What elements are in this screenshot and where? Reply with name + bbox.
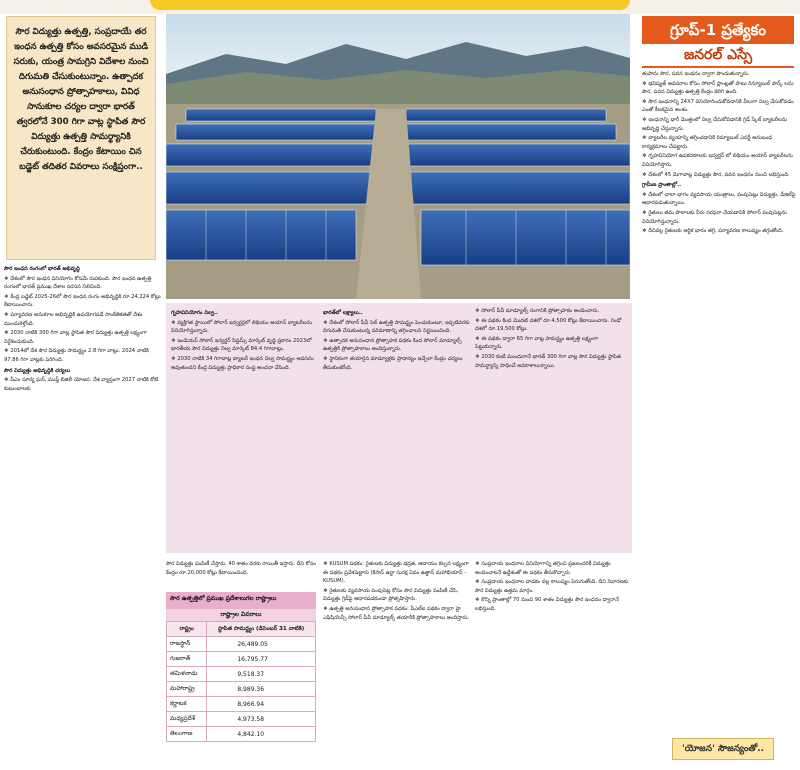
table-header-capacity: స్థాపిత సామర్థ్యం (డిసెంబర్ 31 నాటికి) [207,622,316,637]
left-tail: ❖ పీఎం సూర్య ఘర్, ముఫ్త్ బిజిలీ యోజన: దేశ వ్యాప్తంగా 2027 నాటికి కోటి కుటుంబాలకు [4,376,162,393]
state-cell: తమిళనాడు [167,667,207,682]
pink-paragraph: ❖ దేశంలో సోలార్ పీవీ సెల్ ఉత్పత్తి సామర్థ్యం పెంచుకుంటూ, ఇప్పటివరకు దిగుమతి చేసుకుంటున్న పరిమాణాన్ని తగ్గించాలని నిర్ణయించింది. [323,319,471,336]
bottom-paragraph: ❖ సంప్రదాయ ఇంధనాల వినియోగాన్ని తగ్గించి ప్రజలందరికీ విద్యుత్తు అందించాలనే ఉద్దేశంతో ఈ పథకం తీసుకొచ్చారు. [475,560,631,577]
left-paragraph: ❖ 2014లో దేశ సౌర విద్యుత్తు సామర్థ్యం 2.8 గిగా వాట్లు. 2024 నాటికి 97.86 గిగా వాట్లకు పెరిగింది. [4,347,162,364]
capacity-cell: 8,966.94 [207,697,316,712]
group-title: గ్రూప్-1 ప్రత్యేకం [642,16,794,44]
table-row [167,652,316,667]
left-paragraph: ❖ కేంద్ర బడ్జెట్ 2025-26లో సౌర ఇంధన రంగం అభివృద్ధికి రూ.24,224 కోట్లు కేటాయించారు. [4,293,162,310]
table-row [167,697,316,712]
right-rural-paragraph: ❖ దేశంలో చాలా భాగం వ్యవసాయ యంత్రాలు, పంపుసెట్లు విద్యుత్తు, డీజిల్‌పై ఆధారపడుతున్నాయి. [642,191,796,208]
capacity-cell: 9,518.37 [207,667,316,682]
intro-text: సౌర విద్యుత్తు ఉత్పత్తి, సంప్రదాయే తర ఇంధన ఉత్పత్తి కోసం అవసరమైన ముడి సరుకు, యంత్ర సామగ్రిని విదేశాల నుంచి దిగుమతి చేసుకుంటున్నాం. ఉత్పాదక అనుసంధాన ప్రోత్సాహకాలు, వివిధ సానుకూల చర్యల ద్వారా భారత్ త్వరలోనే 300 గిగా వాట్ల స్థాపిత సౌర విద్యుత్తు ఉత్పత్తి సామర్థ్యానికి చేరుకుంటుంది. కేంద్రం కేటాయిం చిన బడ్జెట్ తదితర వివరాలు సంక్షిప్తంగా.. [13,27,149,172]
bottom-paragraph: ❖ కొన్ని ప్రాంతాల్లో 70 నుంచి 90 శాతం విద్యుత్తు సౌర ఇంధనం ద్వారానే లభిస్తుంది. [475,596,631,613]
state-cell: కర్ణాటక [167,697,207,712]
right-paragraph: ❖ దేశంలో 45 మెగావాట్ల విద్యుత్తు సౌర, పవన ఇంధనం నుంచి లభిస్తుంది. [642,171,796,180]
left-heading: సౌర ఇంధన రంగంలో భారత్ అభివృద్ధి [4,266,80,272]
capacity-cell: 4,973.58 [207,712,316,727]
source-credit: 'యోజన' సౌజన్యంతో.. [672,738,774,760]
bottom-paragraph: ❖ సంప్రదాయ ఇంధనాల వాడకం వల్ల కాలుష్యం పెరుగుతోంది. దీని నివారణకు సౌర విద్యుత్తు ఉత్తమ మార్గం. [475,578,631,595]
bottom-paragraph: ❖ రైతులకు వ్యవసాయ పంపుసెట్ల కోసం సౌర విద్యుత్తు పంపిణీ చేసి, విద్యుత్తు గ్రిడ్‌పై ఆధారపడకుండా ప్రోత్సహిస్తారు. [323,587,471,604]
capacity-cell: 4,842.10 [207,727,316,742]
right-heading-rural: గ్రామీణ ప్రాంతాల్లో.. [642,182,682,189]
table-row [167,667,316,682]
table-title: సౌర ఉత్పత్తిలో ప్రముఖ ప్రదేశాలుగల రాష్ట్రాలు [166,592,316,609]
table-row [167,712,316,727]
top-banner-strip [0,0,800,14]
pink-paragraph: ❖ ఇండియన్ సోలార్ ఇన్వర్టర్ సిస్టమ్స్ మార్కెట్ వృద్ధి ప్రకారం 2023లో భారతీయ సౌర విద్యుత్తు నిల్వ మార్కెట్ 84.4 గిగావాట్లు. [171,337,319,354]
state-cell: రాజస్థాన్ [167,637,207,652]
pink-paragraph: ❖ స్థానికంగా తయారైన మాడ్యూళ్లకు ప్రాధాన్యం ఇచ్చేలా కేంద్రం చర్యలు తీసుకుంటోంది. [323,355,471,372]
left-column [4,263,162,768]
pink-paragraph: ❖ సోలార్ పీవీ మాడ్యూల్స్ రంగానికి ప్రోత్సాహకం అందించారు. [475,307,627,316]
pink-column-3 [475,307,627,549]
state-cell: తెలంగాణ [167,727,207,742]
pink-paragraph: ❖ 2030 కంటే ముందుగానే భారత్ 300 గిగా వాట్ల సౌర విద్యుత్తు స్థాపిత సామర్థ్యాన్ని సాధించే అవకాశాలున్నాయి. [475,353,627,370]
pink-column-2 [323,307,471,549]
table-row [167,682,316,697]
pink-paragraph: ❖ ఈ పథకం ద్వారా 65 గిగా వాట్ల సామర్థ్యం ఉత్పత్తి లక్ష్యంగా పెట్టుకున్నారు. [475,335,627,352]
capacity-cell: 16,795.77 [207,652,316,667]
right-paragraph: ❖ భవిష్యత్ అవసరాల కోసం సోలార్ ప్లాంట్లతో పాటు రిన్యూబుల్ పార్క్ లను సౌర, పవన విద్యుత్తు ఉత్పత్తి కేంద్రం కలిగి ఉంది. [642,80,796,97]
left-heading-2: సౌర విద్యుత్తు అభివృద్ధికి చర్యలు [4,367,70,374]
left-paragraph: ❖ 2030 నాటికి 300 గిగా వాట్ల స్థాపిత సౌర విద్యుత్తు ఉత్పత్తి లక్ష్యంగా నిర్దేశించుకుంది. [4,329,162,346]
state-cell: మధ్యప్రదేశ్ [167,712,207,727]
banner-ribbon [150,0,630,10]
bottom-column-2 [323,560,471,768]
right-paragraph: ❖ గృహవినియోగ ఉపకరణాలకు ఇన్వర్టర్ లో లిథియం అయాన్ బ్యాటరీలను వినియోగిస్తారు. [642,152,796,169]
pink-paragraph: ❖ ఉత్పాదక అనుసంధాన ప్రోత్సాహక పథకం కింద సోలార్ మాడ్యూల్స్ ఉత్పత్తికి ప్రోత్సాహకాలు అందిస్తున్నారు. [323,337,471,354]
bottom-column-3 [475,560,631,768]
table-row [167,727,316,742]
right-rural-paragraph: ❖ రైతులు తమ పొలాలకు నీరు సరఫరా చేయడానికి సోలార్ పంపుసెట్లను వినియోగిస్తున్నారు. [642,209,796,226]
left-paragraph: ❖ పర్యావరణ అనుకూల అభివృద్ధికి ఉపయోగపడే సాంకేతికతతో దేశం ముందుకెళ్తోంది. [4,311,162,328]
capacity-cell: 26,489.05 [207,637,316,652]
bottom-text: సౌర విద్యుత్తు పంపిణీ చేస్తారు. 40 శాతం వరకు రాయితీ ఇస్తారు. దీని కోసం కేంద్రం రూ.20,000 కోట్లు కేటాయించింది. [166,561,316,576]
capacity-cell: 8,989.36 [207,682,316,697]
pink-heading-2: భారత్‌లో లక్ష్యాలు.. [323,310,363,316]
group-subtitle: జనరల్ ఎస్సే [642,44,794,68]
state-cell: గుజరాత్ [167,652,207,667]
bottom-paragraph: ❖ ఉత్పత్తి అనుసంధాన ప్రోత్సాహక పథకం: పీఎల్ఐ పథకం ద్వారా హై ఎఫిషియెన్సీ సోలార్ పీవీ మాడ్యూల్స్ తయారీకి ప్రోత్సాహకాలు అందిస్తారు. [323,605,471,622]
table-row [167,637,316,652]
state-capacity-table [166,592,316,768]
right-paragraph: ❖ సౌర ఇంధనాన్ని 24X7 వినియోగించుకోవడానికి వీలుగా నిల్వ చేసుకోవడం ఎంతో కీలకమైన అంశం. [642,98,796,115]
left-paragraph: ❖ దేశంలో సౌర ఇంధన వినియోగం కోసమే రుపకుంది. సౌర ఇంధన ఉత్పత్తి రంగంలో భారత్ ప్రముఖ దేశాల సరసన నిలిచింది. [4,275,162,292]
state-cell: మహారాష్ట్ర [167,682,207,697]
pink-paragraph: ❖ వ్యక్తిగత స్థాయిలో సోలార్ ఇన్వర్టర్లలో లిథియం అయాన్ బ్యాటరీలను వినియోగిస్తున్నారు. [171,319,319,336]
pink-paragraph: ❖ ఈ పథకం కింద మొదటి దశలో రూ.4,500 కోట్లు కేటాయించారు. రెండో దశలో రూ.19,500 కోట్లు. [475,317,627,334]
solar-farm-illustration [166,14,630,299]
right-paragraph: ❖ బ్యాటరీల వ్యయాన్ని తగ్గించడానికి రిన్యూబుల్ ఎనర్జీ అనుబంధ కార్యక్రమాలు చేపట్టారు. [642,134,796,151]
table-header-state: రాష్ట్రం [167,622,207,637]
right-column [642,70,796,730]
right-paragraph: ❖ ఇంధనాన్ని భారీ మొత్తంలో నిల్వ చేసుకోవడానికి గ్రిడ్ స్కేల్ బ్యాటరీలను అభివృద్ధి చేస్తున్నారు. [642,116,796,133]
solar-panel-photo [166,14,630,299]
pink-paragraph: ❖ 2030 నాటికి 34 గిగావాట్ల బ్యాటరీ ఇంధన నిల్వ సామర్థ్యం అవసరం అవుతుందని కేంద్ర విద్యుత్తు ప్రాధికార సంస్థ అంచనా వేసింది. [171,355,319,372]
pink-column-1 [171,307,319,549]
right-rural-paragraph: ❖ దీనివల్ల రైతులకు ఆర్థిక భారం తగ్గి, పర్యావరణ కాలుష్యం తగ్గుతోంది. [642,227,796,236]
bottom-column-1 [166,560,316,590]
table-subtitle: రాష్ట్రాల వివరాలు [166,609,316,621]
right-intro: తుపాను సౌర, పవన ఇంధనం ద్వారా పొందుతున్నారు. [642,71,750,77]
pink-heading-1: గృహవినియోగం నిల్వ.. [171,310,219,316]
intro-box [6,16,156,260]
bottom-paragraph: ❖ KUSUM పథకం: రైతులకు విద్యుత్తు భద్రత, ఆదాయం కల్పన లక్ష్యంగా ఈ పథకం ప్రవేశపెట్టారు (కిసాన్ ఉర్జా సురక్ష ఏవం ఉత్థాన్ మహాభియాన్ - KUSUM). [323,560,471,586]
